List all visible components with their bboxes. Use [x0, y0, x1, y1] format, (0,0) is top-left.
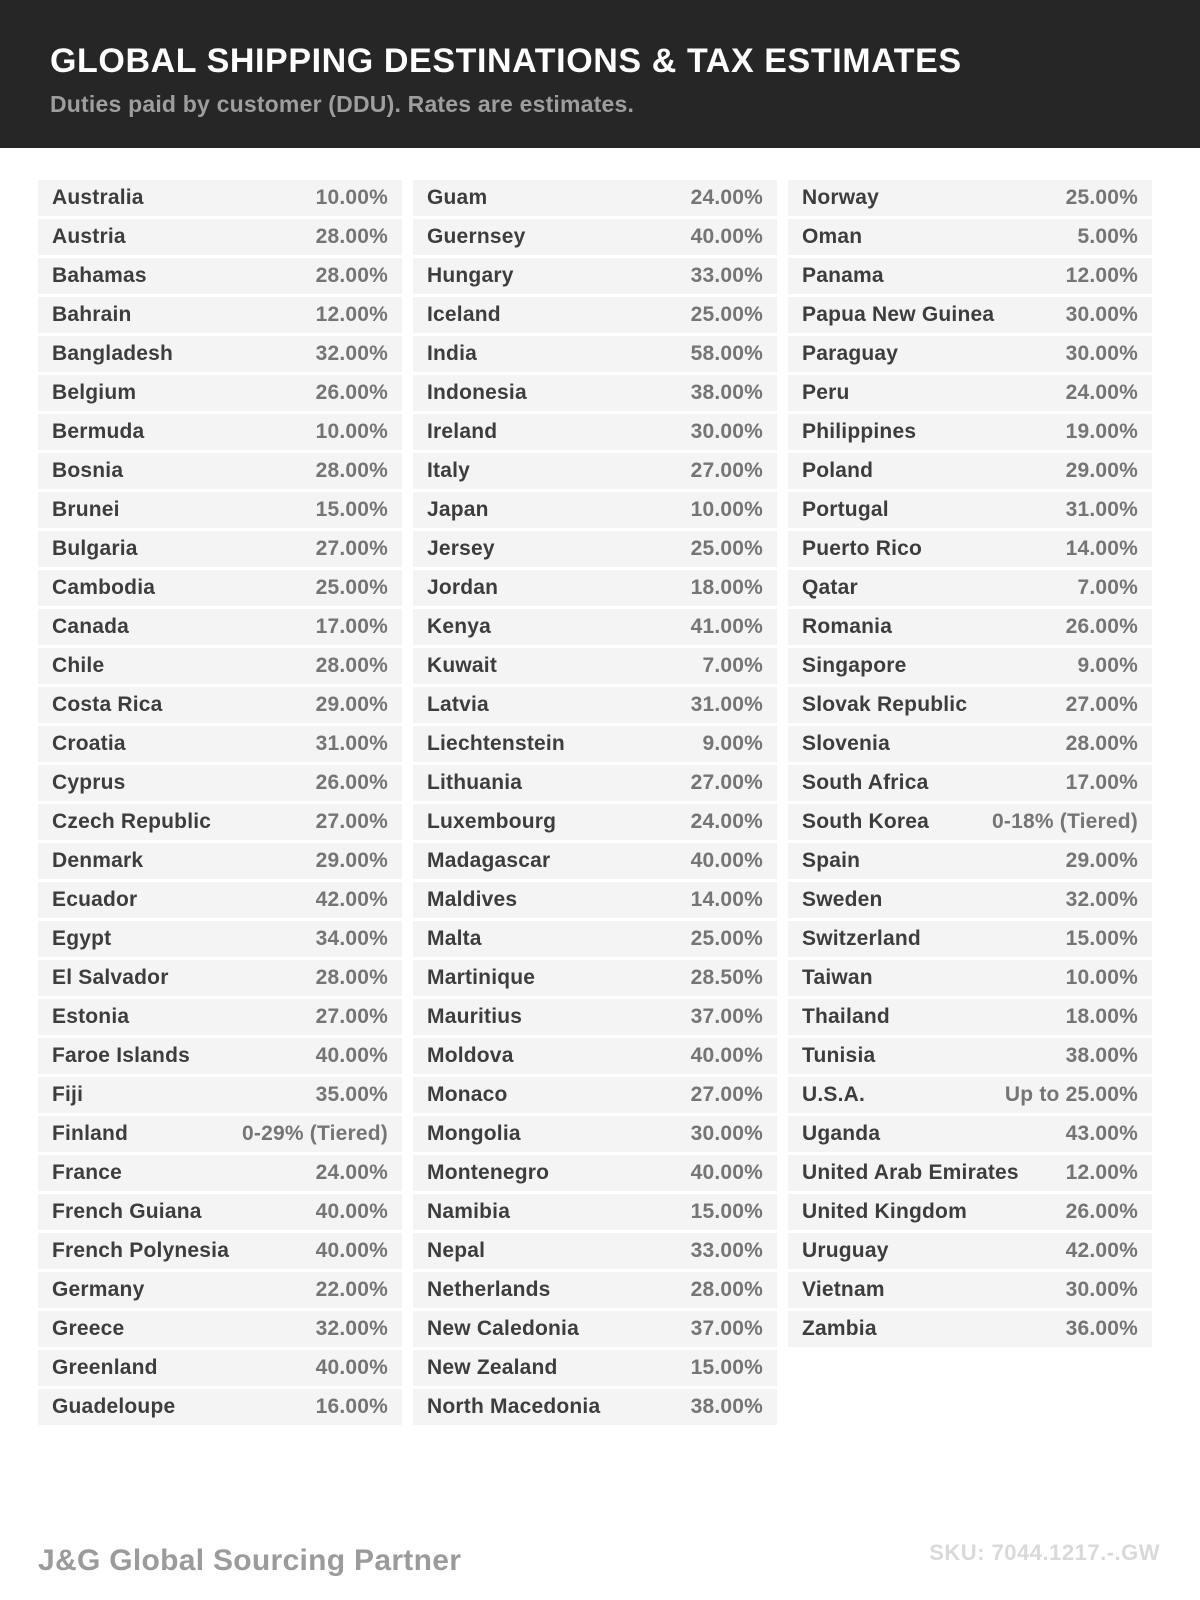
table-row: [413, 336, 777, 372]
country-name: Ireland: [427, 420, 498, 443]
table-row: [413, 1077, 777, 1113]
tax-rate: 26.00%: [1065, 1200, 1138, 1223]
sku-label: SKU: 7044.1217.-.GW: [929, 1540, 1160, 1565]
tax-rate: 27.00%: [690, 1083, 763, 1106]
country-name: Portugal: [802, 498, 889, 521]
tax-rate: 10.00%: [315, 186, 388, 209]
tax-rate: 24.00%: [690, 186, 763, 209]
tax-rate: 16.00%: [315, 1395, 388, 1418]
table-row: [788, 180, 1152, 216]
tax-rate: 0-18% (Tiered): [992, 810, 1138, 833]
tax-rate: 9.00%: [702, 732, 763, 755]
tax-rate: 27.00%: [315, 1005, 388, 1028]
table-row: [38, 1389, 402, 1425]
table-row: [413, 960, 777, 996]
country-name: Czech Republic: [52, 810, 212, 833]
table-row: [38, 999, 402, 1035]
table-row: [413, 1194, 777, 1230]
tax-rate: 25.00%: [690, 303, 763, 326]
country-name: Liechtenstein: [427, 732, 565, 755]
country-name: Cambodia: [52, 576, 156, 599]
table-row: [413, 1116, 777, 1152]
tax-rate: 17.00%: [315, 615, 388, 638]
tax-rate: 30.00%: [690, 420, 763, 443]
country-name: Iceland: [427, 303, 501, 326]
table-row: [413, 1350, 777, 1386]
country-name: Zambia: [802, 1317, 877, 1340]
table-row: [38, 765, 402, 801]
country-name: Guernsey: [427, 225, 526, 248]
table-row: [788, 1116, 1152, 1152]
tax-rate: 42.00%: [315, 888, 388, 911]
country-name: Tunisia: [802, 1044, 876, 1067]
tax-rate: 14.00%: [690, 888, 763, 911]
table-row: [413, 1038, 777, 1074]
country-name: Estonia: [52, 1005, 130, 1028]
tax-rate: 41.00%: [690, 615, 763, 638]
country-name: Egypt: [52, 927, 112, 950]
table-row: [788, 219, 1152, 255]
country-name: Fiji: [52, 1083, 84, 1106]
tax-rate: 27.00%: [315, 810, 388, 833]
country-name: Oman: [802, 225, 863, 248]
table-row: [38, 648, 402, 684]
table-row: [38, 1038, 402, 1074]
country-name: Thailand: [802, 1005, 890, 1028]
country-name: South Africa: [802, 771, 929, 794]
country-name: New Zealand: [427, 1356, 558, 1379]
table-row: [413, 453, 777, 489]
country-name: Puerto Rico: [802, 537, 923, 560]
country-name: Costa Rica: [52, 693, 163, 716]
country-name: Netherlands: [427, 1278, 551, 1301]
page-title: GLOBAL SHIPPING DESTINATIONS & TAX ESTIMATES: [50, 42, 962, 80]
tax-rate: 40.00%: [690, 1044, 763, 1067]
country-name: Luxembourg: [427, 810, 557, 833]
table-row: [413, 180, 777, 216]
tax-rate: Up to 25.00%: [1004, 1083, 1138, 1106]
country-name: United Arab Emirates: [802, 1161, 1019, 1184]
tax-rate: 33.00%: [690, 264, 763, 287]
tax-rate: 58.00%: [690, 342, 763, 365]
table-row: [788, 804, 1152, 840]
country-name: Vietnam: [802, 1278, 885, 1301]
table-row: [788, 999, 1152, 1035]
country-name: India: [427, 342, 478, 365]
country-name: France: [52, 1161, 123, 1184]
table-row: [38, 1233, 402, 1269]
table-row: [788, 726, 1152, 762]
country-name: Greenland: [52, 1356, 158, 1379]
country-name: Kuwait: [427, 654, 498, 677]
country-name: Australia: [52, 186, 144, 209]
table-row: [38, 960, 402, 996]
tax-rate: 29.00%: [315, 849, 388, 872]
table-row: [413, 297, 777, 333]
table-row: [38, 570, 402, 606]
tax-rate: 25.00%: [315, 576, 388, 599]
tax-rate: 38.00%: [1065, 1044, 1138, 1067]
country-name: Finland: [52, 1122, 129, 1145]
table-row: [38, 609, 402, 645]
tax-rate: 33.00%: [690, 1239, 763, 1262]
tax-rate: 30.00%: [1065, 342, 1138, 365]
rates-column-3: [788, 180, 1152, 1350]
tax-rate: 28.00%: [315, 459, 388, 482]
table-row: [788, 1272, 1152, 1308]
table-row: [788, 297, 1152, 333]
tax-rate: 27.00%: [315, 537, 388, 560]
country-name: Poland: [802, 459, 874, 482]
country-name: Guam: [427, 186, 488, 209]
table-row: [38, 258, 402, 294]
tax-rate: 31.00%: [690, 693, 763, 716]
country-name: Ecuador: [52, 888, 138, 911]
tax-rate: 24.00%: [1065, 381, 1138, 404]
tax-rate: 15.00%: [315, 498, 388, 521]
table-row: [38, 531, 402, 567]
country-name: New Caledonia: [427, 1317, 579, 1340]
country-name: Belgium: [52, 381, 137, 404]
country-name: Nepal: [427, 1239, 486, 1262]
table-row: [38, 726, 402, 762]
tax-rate: 28.00%: [1065, 732, 1138, 755]
tax-rate: 32.00%: [315, 342, 388, 365]
country-name: South Korea: [802, 810, 930, 833]
table-row: [788, 687, 1152, 723]
table-row: [788, 1077, 1152, 1113]
country-name: Madagascar: [427, 849, 551, 872]
table-row: [38, 1272, 402, 1308]
country-name: United Kingdom: [802, 1200, 967, 1223]
table-row: [38, 1155, 402, 1191]
tax-rate: 15.00%: [1065, 927, 1138, 950]
tax-rate: 17.00%: [1065, 771, 1138, 794]
table-row: [38, 1350, 402, 1386]
tax-rate: 34.00%: [315, 927, 388, 950]
country-name: Slovak Republic: [802, 693, 968, 716]
table-row: [788, 843, 1152, 879]
tax-rate: 26.00%: [315, 381, 388, 404]
table-row: [413, 1311, 777, 1347]
table-row: [788, 609, 1152, 645]
table-row: [38, 843, 402, 879]
country-name: Germany: [52, 1278, 145, 1301]
brand-name: J&G Global Sourcing Partner: [38, 1544, 462, 1577]
table-row: [413, 1272, 777, 1308]
table-row: [788, 570, 1152, 606]
tax-rate: 28.00%: [315, 264, 388, 287]
table-row: [413, 375, 777, 411]
country-name: Latvia: [427, 693, 489, 716]
table-row: [38, 180, 402, 216]
tax-rate: 32.00%: [1065, 888, 1138, 911]
page-subtitle: Duties paid by customer (DDU). Rates are estimates.: [50, 91, 635, 117]
tax-rate: 40.00%: [690, 1161, 763, 1184]
rates-column-1: [38, 180, 402, 1428]
tax-rate: 28.00%: [690, 1278, 763, 1301]
country-name: Switzerland: [802, 927, 921, 950]
tax-rate: 37.00%: [690, 1317, 763, 1340]
tax-rate: 29.00%: [1065, 459, 1138, 482]
country-name: Mongolia: [427, 1122, 521, 1145]
country-name: Philippines: [802, 420, 917, 443]
table-row: [38, 219, 402, 255]
table-row: [413, 804, 777, 840]
country-name: Romania: [802, 615, 893, 638]
country-name: Slovenia: [802, 732, 890, 755]
country-name: Kenya: [427, 615, 492, 638]
country-name: Italy: [427, 459, 471, 482]
country-name: Mauritius: [427, 1005, 523, 1028]
tax-rate: 27.00%: [690, 771, 763, 794]
tax-rate: 40.00%: [315, 1356, 388, 1379]
table-row: [788, 531, 1152, 567]
country-name: Croatia: [52, 732, 126, 755]
tax-rate: 22.00%: [315, 1278, 388, 1301]
tax-rate: 27.00%: [690, 459, 763, 482]
tax-rate: 10.00%: [1065, 966, 1138, 989]
tax-rate: 37.00%: [690, 1005, 763, 1028]
country-name: Malta: [427, 927, 482, 950]
tax-rate: 26.00%: [1065, 615, 1138, 638]
table-row: [788, 336, 1152, 372]
table-row: [413, 882, 777, 918]
tax-rate: 10.00%: [690, 498, 763, 521]
table-row: [413, 1389, 777, 1425]
country-name: Jordan: [427, 576, 499, 599]
country-name: Singapore: [802, 654, 907, 677]
country-name: Cyprus: [52, 771, 126, 794]
tax-rate: 28.00%: [315, 225, 388, 248]
tax-rate: 19.00%: [1065, 420, 1138, 443]
tax-rate: 31.00%: [315, 732, 388, 755]
country-name: North Macedonia: [427, 1395, 601, 1418]
table-row: [413, 1155, 777, 1191]
tax-rate: 24.00%: [690, 810, 763, 833]
country-name: Spain: [802, 849, 861, 872]
table-row: [413, 687, 777, 723]
table-row: [788, 1155, 1152, 1191]
tax-rate: 14.00%: [1065, 537, 1138, 560]
tax-rate: 31.00%: [1065, 498, 1138, 521]
tax-rate: 42.00%: [1065, 1239, 1138, 1262]
country-name: Indonesia: [427, 381, 527, 404]
table-row: [38, 453, 402, 489]
country-name: Chile: [52, 654, 105, 677]
country-name: Bahrain: [52, 303, 132, 326]
country-name: Guadeloupe: [52, 1395, 176, 1418]
country-name: Martinique: [427, 966, 536, 989]
country-name: Japan: [427, 498, 489, 521]
tax-rate: 30.00%: [1065, 1278, 1138, 1301]
tax-rate: 36.00%: [1065, 1317, 1138, 1340]
tax-rate: 30.00%: [1065, 303, 1138, 326]
tax-rate: 40.00%: [315, 1239, 388, 1262]
table-row: [413, 258, 777, 294]
country-name: Moldova: [427, 1044, 514, 1067]
table-row: [38, 492, 402, 528]
tax-rate: 18.00%: [1065, 1005, 1138, 1028]
table-row: [788, 1038, 1152, 1074]
table-row: [788, 765, 1152, 801]
country-name: Uruguay: [802, 1239, 889, 1262]
table-row: [413, 570, 777, 606]
tax-rate: 26.00%: [315, 771, 388, 794]
table-row: [788, 921, 1152, 957]
table-row: [413, 414, 777, 450]
table-row: [413, 1233, 777, 1269]
tax-rate: 10.00%: [315, 420, 388, 443]
rates-table: [38, 180, 1152, 1428]
country-name: Bermuda: [52, 420, 145, 443]
country-name: Greece: [52, 1317, 125, 1340]
country-name: Bulgaria: [52, 537, 138, 560]
table-row: [38, 687, 402, 723]
tax-rate: 40.00%: [315, 1044, 388, 1067]
country-name: Canada: [52, 615, 130, 638]
table-row: [788, 492, 1152, 528]
country-name: Peru: [802, 381, 850, 404]
tax-rate: 29.00%: [315, 693, 388, 716]
tax-rate: 25.00%: [690, 927, 763, 950]
tax-rate: 0-29% (Tiered): [242, 1122, 388, 1145]
tax-rate: 15.00%: [690, 1200, 763, 1223]
table-row: [788, 375, 1152, 411]
table-row: [788, 414, 1152, 450]
country-name: Brunei: [52, 498, 120, 521]
table-row: [38, 297, 402, 333]
table-row: [413, 921, 777, 957]
country-name: Uganda: [802, 1122, 881, 1145]
country-name: Bahamas: [52, 264, 147, 287]
country-name: Papua New Guinea: [802, 303, 995, 326]
country-name: El Salvador: [52, 966, 169, 989]
table-row: [38, 1194, 402, 1230]
country-name: Denmark: [52, 849, 144, 872]
country-name: Austria: [52, 225, 126, 248]
table-row: [38, 414, 402, 450]
table-row: [788, 648, 1152, 684]
table-row: [38, 1077, 402, 1113]
tax-rate: 12.00%: [1065, 264, 1138, 287]
tax-rate: 24.00%: [315, 1161, 388, 1184]
country-name: French Polynesia: [52, 1239, 230, 1262]
table-row: [788, 1194, 1152, 1230]
table-row: [788, 1311, 1152, 1347]
country-name: Namibia: [427, 1200, 511, 1223]
tax-rate: 7.00%: [1077, 576, 1138, 599]
tax-rate: 40.00%: [690, 225, 763, 248]
table-row: [788, 1233, 1152, 1269]
table-row: [38, 375, 402, 411]
tax-rate: 29.00%: [1065, 849, 1138, 872]
table-row: [413, 219, 777, 255]
table-row: [788, 882, 1152, 918]
header-banner: [0, 0, 1200, 148]
tax-rate: 12.00%: [315, 303, 388, 326]
tax-rate: 38.00%: [690, 381, 763, 404]
tax-rate: 38.00%: [690, 1395, 763, 1418]
tax-rate: 18.00%: [690, 576, 763, 599]
tax-rate: 32.00%: [315, 1317, 388, 1340]
country-name: Jersey: [427, 537, 495, 560]
table-row: [788, 960, 1152, 996]
table-row: [413, 492, 777, 528]
table-row: [413, 765, 777, 801]
table-row: [38, 336, 402, 372]
country-name: Panama: [802, 264, 884, 287]
table-row: [413, 726, 777, 762]
country-name: Faroe Islands: [52, 1044, 190, 1067]
country-name: French Guiana: [52, 1200, 202, 1223]
tax-rate: 7.00%: [702, 654, 763, 677]
table-row: [788, 453, 1152, 489]
tax-rate: 40.00%: [690, 849, 763, 872]
tax-rate: 5.00%: [1077, 225, 1138, 248]
tax-rate: 35.00%: [315, 1083, 388, 1106]
country-name: Qatar: [802, 576, 858, 599]
country-name: Bosnia: [52, 459, 124, 482]
tax-rate: 43.00%: [1065, 1122, 1138, 1145]
table-row: [413, 609, 777, 645]
table-row: [413, 999, 777, 1035]
country-name: Taiwan: [802, 966, 873, 989]
country-name: U.S.A.: [802, 1083, 866, 1106]
tax-rate: 28.00%: [315, 654, 388, 677]
country-name: Sweden: [802, 888, 883, 911]
country-name: Montenegro: [427, 1161, 550, 1184]
country-name: Bangladesh: [52, 342, 174, 365]
tax-rate: 12.00%: [1065, 1161, 1138, 1184]
table-row: [38, 804, 402, 840]
country-name: Monaco: [427, 1083, 508, 1106]
country-name: Hungary: [427, 264, 514, 287]
table-row: [38, 1311, 402, 1347]
table-row: [413, 843, 777, 879]
tax-rate: 28.00%: [315, 966, 388, 989]
country-name: Lithuania: [427, 771, 523, 794]
rates-column-2: [413, 180, 777, 1428]
tax-rate: 15.00%: [690, 1356, 763, 1379]
tax-rate: 27.00%: [1065, 693, 1138, 716]
country-name: Paraguay: [802, 342, 899, 365]
table-row: [413, 531, 777, 567]
table-row: [413, 648, 777, 684]
table-row: [38, 882, 402, 918]
country-name: Norway: [802, 186, 880, 209]
tax-rate: 25.00%: [690, 537, 763, 560]
tax-rate: 40.00%: [315, 1200, 388, 1223]
country-name: Maldives: [427, 888, 518, 911]
tax-rate: 30.00%: [690, 1122, 763, 1145]
table-row: [38, 921, 402, 957]
tax-rate: 25.00%: [1065, 186, 1138, 209]
table-row: [788, 258, 1152, 294]
tax-rate: 9.00%: [1077, 654, 1138, 677]
table-row: [38, 1116, 402, 1152]
tax-rate: 28.50%: [690, 966, 763, 989]
